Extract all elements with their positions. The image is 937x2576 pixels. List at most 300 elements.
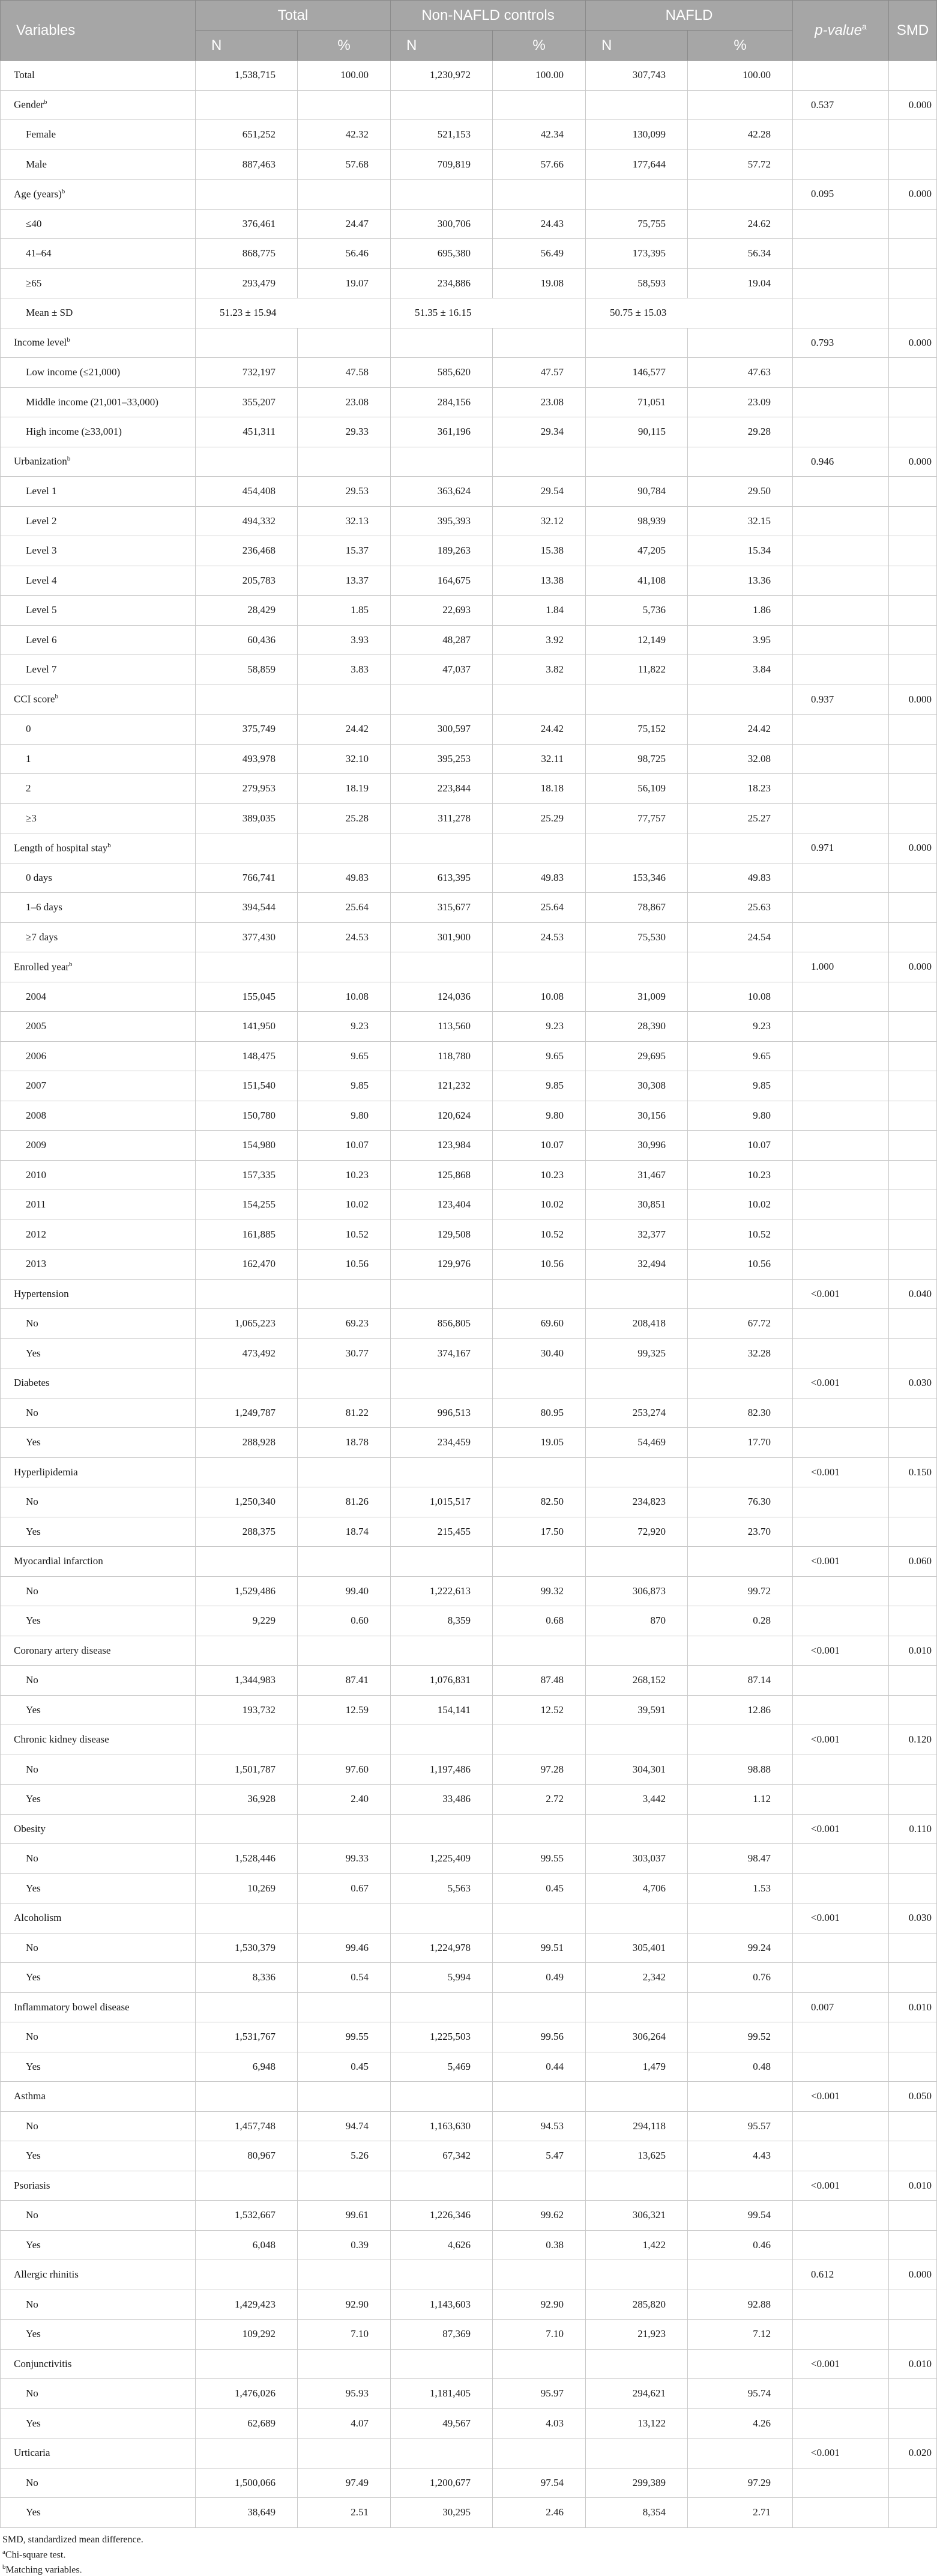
table-row bbox=[1, 893, 937, 923]
count-cell: 77,757 bbox=[586, 803, 688, 833]
smd-cell bbox=[889, 1012, 937, 1042]
table-row bbox=[1, 1606, 937, 1636]
percent-cell: 13.37 bbox=[298, 566, 391, 596]
empty-cell bbox=[493, 1636, 586, 1666]
table-row bbox=[1, 180, 937, 210]
header-pvalue: p-value$^a$ bbox=[793, 1, 889, 61]
count-cell: 732,197 bbox=[196, 358, 298, 388]
percent-cell: 97.54 bbox=[493, 2468, 586, 2498]
percent-cell: 29.28 bbox=[688, 417, 793, 447]
count-cell: 129,976 bbox=[391, 1250, 493, 1280]
percent-cell: 4.07 bbox=[298, 2408, 391, 2438]
smd-cell bbox=[889, 1517, 937, 1547]
row-label: Level 4 bbox=[1, 566, 196, 596]
count-cell: 376,461 bbox=[196, 209, 298, 239]
table-row bbox=[1, 1844, 937, 1874]
smd-cell: 0.010 bbox=[889, 1636, 937, 1666]
smd-cell bbox=[889, 477, 937, 507]
smd-cell bbox=[889, 1487, 937, 1517]
count-cell: 30,851 bbox=[586, 1190, 688, 1220]
table-row bbox=[1, 2052, 937, 2082]
table-row bbox=[1, 1636, 937, 1666]
count-cell: 4,626 bbox=[391, 2230, 493, 2260]
row-label: Total bbox=[1, 61, 196, 91]
count-cell: 90,115 bbox=[586, 417, 688, 447]
row-label: Yes bbox=[1, 2320, 196, 2350]
p-value-cell: <0.001 bbox=[793, 1903, 889, 1934]
row-label: Coronary artery disease bbox=[1, 1636, 196, 1666]
p-value-cell: <0.001 bbox=[793, 2349, 889, 2379]
row-label: Yes bbox=[1, 1873, 196, 1903]
count-cell: 48,287 bbox=[391, 625, 493, 655]
empty-cell bbox=[586, 2171, 688, 2201]
empty-cell bbox=[391, 1814, 493, 1844]
p-value-cell: 0.937 bbox=[793, 685, 889, 715]
percent-cell: 95.93 bbox=[298, 2379, 391, 2409]
smd-cell bbox=[889, 387, 937, 417]
p-value-cell: <0.001 bbox=[793, 1636, 889, 1666]
p-value-cell bbox=[793, 358, 889, 388]
count-cell: 1,344,983 bbox=[196, 1666, 298, 1696]
table-row bbox=[1, 61, 937, 91]
count-cell: 87,369 bbox=[391, 2320, 493, 2350]
percent-cell: 15.38 bbox=[493, 536, 586, 566]
table-row bbox=[1, 1785, 937, 1815]
table-row bbox=[1, 358, 937, 388]
p-value-cell bbox=[793, 536, 889, 566]
percent-cell: 13.36 bbox=[688, 566, 793, 596]
smd-cell bbox=[889, 2052, 937, 2082]
p-value-cell: 0.971 bbox=[793, 833, 889, 863]
percent-cell: 25.29 bbox=[493, 803, 586, 833]
smd-cell bbox=[889, 744, 937, 774]
row-label: Length of hospital stay$^b$ bbox=[1, 833, 196, 863]
count-cell: 75,530 bbox=[586, 922, 688, 952]
smd-cell bbox=[889, 2290, 937, 2320]
percent-cell: 10.07 bbox=[298, 1131, 391, 1161]
empty-cell bbox=[391, 2260, 493, 2290]
row-label: Male bbox=[1, 150, 196, 180]
empty-cell bbox=[196, 2171, 298, 2201]
count-cell: 306,873 bbox=[586, 1576, 688, 1606]
empty-cell bbox=[196, 1547, 298, 1577]
count-cell: 153,346 bbox=[586, 863, 688, 893]
count-cell: 300,597 bbox=[391, 715, 493, 745]
count-cell: 253,274 bbox=[586, 1398, 688, 1428]
empty-cell bbox=[391, 180, 493, 210]
percent-cell: 18.23 bbox=[688, 774, 793, 804]
count-cell: 121,232 bbox=[391, 1071, 493, 1101]
empty-cell bbox=[391, 1279, 493, 1309]
percent-cell: 9.80 bbox=[688, 1101, 793, 1131]
percent-cell: 99.55 bbox=[298, 2022, 391, 2052]
empty-cell bbox=[493, 180, 586, 210]
empty-cell bbox=[493, 90, 586, 120]
smd-cell bbox=[889, 1190, 937, 1220]
table-row bbox=[1, 715, 937, 745]
count-cell: 1,250,340 bbox=[196, 1487, 298, 1517]
table-row bbox=[1, 2111, 937, 2141]
p-value-cell bbox=[793, 2290, 889, 2320]
count-cell: 1,225,409 bbox=[391, 1844, 493, 1874]
smd-cell bbox=[889, 1398, 937, 1428]
percent-cell: 15.34 bbox=[688, 536, 793, 566]
table-row bbox=[1, 1814, 937, 1844]
count-cell: 1,457,748 bbox=[196, 2111, 298, 2141]
percent-cell: 32.11 bbox=[493, 744, 586, 774]
empty-cell bbox=[688, 2349, 793, 2379]
empty-cell bbox=[586, 1279, 688, 1309]
percent-cell: 18.78 bbox=[298, 1428, 391, 1458]
p-value-cell bbox=[793, 1785, 889, 1815]
count-cell: 56,109 bbox=[586, 774, 688, 804]
table-row bbox=[1, 1547, 937, 1577]
count-cell: 695,380 bbox=[391, 239, 493, 269]
percent-cell: 0.45 bbox=[493, 1873, 586, 1903]
percent-cell: 87.14 bbox=[688, 1666, 793, 1696]
empty-cell bbox=[889, 298, 937, 328]
count-cell: 301,900 bbox=[391, 922, 493, 952]
p-value-cell bbox=[793, 506, 889, 536]
percent-cell: 97.29 bbox=[688, 2468, 793, 2498]
percent-cell: 0.54 bbox=[298, 1963, 391, 1993]
p-value-cell bbox=[793, 1220, 889, 1250]
smd-cell bbox=[889, 1933, 937, 1963]
count-cell: 1,429,423 bbox=[196, 2290, 298, 2320]
count-cell: 355,207 bbox=[196, 387, 298, 417]
percent-cell: 0.45 bbox=[298, 2052, 391, 2082]
p-value-cell bbox=[793, 209, 889, 239]
percent-cell: 29.53 bbox=[298, 477, 391, 507]
smd-cell bbox=[889, 1785, 937, 1815]
percent-cell: 99.32 bbox=[493, 1576, 586, 1606]
count-cell: 377,430 bbox=[196, 922, 298, 952]
count-cell: 99,325 bbox=[586, 1338, 688, 1368]
row-label: Myocardial infarction bbox=[1, 1547, 196, 1577]
footnote-a: $^a$Chi-square test. bbox=[2, 2546, 876, 2561]
empty-cell bbox=[391, 1725, 493, 1755]
percent-cell: 81.26 bbox=[298, 1487, 391, 1517]
smd-cell bbox=[889, 1338, 937, 1368]
table-row bbox=[1, 506, 937, 536]
count-cell: 30,996 bbox=[586, 1131, 688, 1161]
empty-cell bbox=[391, 685, 493, 715]
count-cell: 113,560 bbox=[391, 1012, 493, 1042]
p-value-cell bbox=[793, 387, 889, 417]
count-cell: 22,693 bbox=[391, 596, 493, 626]
p-value-cell bbox=[793, 893, 889, 923]
count-cell: 493,978 bbox=[196, 744, 298, 774]
count-cell: 129,508 bbox=[391, 1220, 493, 1250]
p-value-cell bbox=[793, 1933, 889, 1963]
empty-cell bbox=[391, 1457, 493, 1487]
table-row bbox=[1, 1309, 937, 1339]
table-row bbox=[1, 1279, 937, 1309]
empty-cell bbox=[391, 2171, 493, 2201]
percent-cell: 10.52 bbox=[493, 1220, 586, 1250]
percent-cell: 49.83 bbox=[688, 863, 793, 893]
empty-cell bbox=[688, 952, 793, 982]
percent-cell: 99.33 bbox=[298, 1844, 391, 1874]
row-label: ≤40 bbox=[1, 209, 196, 239]
empty-cell bbox=[196, 1636, 298, 1666]
table-row bbox=[1, 1695, 937, 1725]
p-value-cell: <0.001 bbox=[793, 1725, 889, 1755]
percent-cell: 9.85 bbox=[493, 1071, 586, 1101]
percent-cell: 82.30 bbox=[688, 1398, 793, 1428]
row-label: ≥65 bbox=[1, 268, 196, 298]
empty-cell bbox=[298, 2171, 391, 2201]
count-cell: 12,149 bbox=[586, 625, 688, 655]
count-cell: 315,677 bbox=[391, 893, 493, 923]
percent-cell: 10.23 bbox=[688, 1160, 793, 1190]
count-cell: 47,205 bbox=[586, 536, 688, 566]
row-label: Inflammatory bowel disease bbox=[1, 1992, 196, 2022]
percent-cell: 97.60 bbox=[298, 1755, 391, 1785]
count-cell: 363,624 bbox=[391, 477, 493, 507]
percent-cell: 24.43 bbox=[493, 209, 586, 239]
percent-cell: 10.52 bbox=[298, 1220, 391, 1250]
count-cell: 125,868 bbox=[391, 1160, 493, 1190]
count-cell: 90,784 bbox=[586, 477, 688, 507]
smd-cell: 0.030 bbox=[889, 1368, 937, 1398]
count-cell: 1,529,486 bbox=[196, 1576, 298, 1606]
percent-cell: 10.23 bbox=[493, 1160, 586, 1190]
count-cell: 451,311 bbox=[196, 417, 298, 447]
empty-cell bbox=[298, 328, 391, 358]
percent-cell: 4.03 bbox=[493, 2408, 586, 2438]
p-value-cell: <0.001 bbox=[793, 1547, 889, 1577]
empty-cell bbox=[196, 180, 298, 210]
empty-cell bbox=[586, 180, 688, 210]
p-value-cell bbox=[793, 268, 889, 298]
percent-cell: 24.42 bbox=[688, 715, 793, 745]
count-cell: 123,984 bbox=[391, 1131, 493, 1161]
count-cell: 1,479 bbox=[586, 2052, 688, 2082]
smd-cell: 0.030 bbox=[889, 1903, 937, 1934]
table-row bbox=[1, 1101, 937, 1131]
count-cell: 8,336 bbox=[196, 1963, 298, 1993]
p-value-cell bbox=[793, 239, 889, 269]
header-variables: Variables bbox=[1, 1, 196, 61]
empty-cell bbox=[493, 833, 586, 863]
p-value-cell bbox=[793, 1487, 889, 1517]
empty-cell bbox=[298, 1368, 391, 1398]
percent-cell: 99.72 bbox=[688, 1576, 793, 1606]
row-label: 2008 bbox=[1, 1101, 196, 1131]
percent-cell: 10.07 bbox=[688, 1131, 793, 1161]
empty-cell bbox=[298, 180, 391, 210]
header-controls-n: N bbox=[391, 31, 493, 61]
percent-cell: 3.92 bbox=[493, 625, 586, 655]
p-value-cell: <0.001 bbox=[793, 1368, 889, 1398]
percent-cell: 1.12 bbox=[688, 1785, 793, 1815]
row-label: 2007 bbox=[1, 1071, 196, 1101]
count-cell: 1,226,346 bbox=[391, 2201, 493, 2231]
row-label: Allergic rhinitis bbox=[1, 2260, 196, 2290]
empty-cell bbox=[298, 1636, 391, 1666]
empty-cell bbox=[586, 1992, 688, 2022]
smd-cell: 0.020 bbox=[889, 2438, 937, 2469]
percent-cell: 99.54 bbox=[688, 2201, 793, 2231]
percent-cell: 29.50 bbox=[688, 477, 793, 507]
percent-cell: 9.65 bbox=[688, 1041, 793, 1071]
count-cell: 279,953 bbox=[196, 774, 298, 804]
percent-cell: 42.32 bbox=[298, 120, 391, 150]
percent-cell: 24.54 bbox=[688, 922, 793, 952]
percent-cell: 97.49 bbox=[298, 2468, 391, 2498]
table-row bbox=[1, 2349, 937, 2379]
percent-cell: 12.86 bbox=[688, 1695, 793, 1725]
percent-cell: 49.83 bbox=[298, 863, 391, 893]
row-label: Yes bbox=[1, 2141, 196, 2171]
count-cell: 1,143,603 bbox=[391, 2290, 493, 2320]
count-cell: 164,675 bbox=[391, 566, 493, 596]
empty-cell bbox=[493, 447, 586, 477]
empty-cell bbox=[586, 1457, 688, 1487]
empty-cell bbox=[493, 2260, 586, 2290]
count-cell: 157,335 bbox=[196, 1160, 298, 1190]
count-cell: 36,928 bbox=[196, 1785, 298, 1815]
table-row bbox=[1, 1428, 937, 1458]
p-value-cell: 0.612 bbox=[793, 2260, 889, 2290]
row-label: 2004 bbox=[1, 982, 196, 1012]
row-label: Asthma bbox=[1, 2082, 196, 2112]
count-cell: 395,393 bbox=[391, 506, 493, 536]
table-row bbox=[1, 1666, 937, 1696]
row-label: Middle income (21,001–33,000) bbox=[1, 387, 196, 417]
empty-cell bbox=[688, 2082, 793, 2112]
p-value-cell bbox=[793, 1041, 889, 1071]
percent-cell: 92.90 bbox=[298, 2290, 391, 2320]
percent-cell: 42.34 bbox=[493, 120, 586, 150]
empty-cell bbox=[688, 1636, 793, 1666]
smd-cell bbox=[889, 1844, 937, 1874]
empty-cell bbox=[196, 2082, 298, 2112]
p-value-cell: 0.793 bbox=[793, 328, 889, 358]
count-cell: 868,775 bbox=[196, 239, 298, 269]
percent-cell: 92.90 bbox=[493, 2290, 586, 2320]
mean-sd-cell: 51.35 ± 16.15 bbox=[391, 298, 586, 328]
percent-cell: 10.02 bbox=[688, 1190, 793, 1220]
smd-cell bbox=[889, 1160, 937, 1190]
count-cell: 148,475 bbox=[196, 1041, 298, 1071]
empty-cell bbox=[688, 90, 793, 120]
table-row bbox=[1, 239, 937, 269]
table-row bbox=[1, 1071, 937, 1101]
smd-cell bbox=[889, 655, 937, 685]
footnote-smd: SMD, standardized mean difference. bbox=[2, 2534, 876, 2546]
empty-cell bbox=[688, 1814, 793, 1844]
smd-cell bbox=[889, 2408, 937, 2438]
table-row bbox=[1, 774, 937, 804]
count-cell: 1,224,978 bbox=[391, 1933, 493, 1963]
percent-cell: 12.59 bbox=[298, 1695, 391, 1725]
percent-cell: 32.10 bbox=[298, 744, 391, 774]
p-value-cell bbox=[793, 1695, 889, 1725]
percent-cell: 29.54 bbox=[493, 477, 586, 507]
count-cell: 374,167 bbox=[391, 1338, 493, 1368]
row-label: Psoriasis bbox=[1, 2171, 196, 2201]
empty-cell bbox=[688, 328, 793, 358]
percent-cell: 47.57 bbox=[493, 358, 586, 388]
empty-cell bbox=[196, 2260, 298, 2290]
header-total-pct: % bbox=[298, 31, 391, 61]
empty-cell bbox=[493, 1457, 586, 1487]
row-label: 2012 bbox=[1, 1220, 196, 1250]
percent-cell: 100.00 bbox=[298, 61, 391, 91]
row-label: ≥7 days bbox=[1, 922, 196, 952]
percent-cell: 99.24 bbox=[688, 1933, 793, 1963]
percent-cell: 25.27 bbox=[688, 803, 793, 833]
empty-cell bbox=[196, 328, 298, 358]
percent-cell: 23.70 bbox=[688, 1517, 793, 1547]
percent-cell: 94.53 bbox=[493, 2111, 586, 2141]
count-cell: 78,867 bbox=[586, 893, 688, 923]
percent-cell: 3.95 bbox=[688, 625, 793, 655]
header-nafld: NAFLD bbox=[586, 1, 793, 31]
percent-cell: 9.23 bbox=[298, 1012, 391, 1042]
percent-cell: 10.08 bbox=[298, 982, 391, 1012]
count-cell: 146,577 bbox=[586, 358, 688, 388]
table-row bbox=[1, 1250, 937, 1280]
percent-cell: 87.41 bbox=[298, 1666, 391, 1696]
count-cell: 294,118 bbox=[586, 2111, 688, 2141]
p-value-cell bbox=[793, 2052, 889, 2082]
percent-cell: 81.22 bbox=[298, 1398, 391, 1428]
smd-cell bbox=[889, 2498, 937, 2528]
empty-cell bbox=[586, 2438, 688, 2469]
row-label: No bbox=[1, 2379, 196, 2409]
count-cell: 32,377 bbox=[586, 1220, 688, 1250]
p-value-cell bbox=[793, 774, 889, 804]
count-cell: 6,948 bbox=[196, 2052, 298, 2082]
empty-cell bbox=[391, 2438, 493, 2469]
table-row bbox=[1, 536, 937, 566]
empty-cell bbox=[391, 90, 493, 120]
count-cell: 1,528,446 bbox=[196, 1844, 298, 1874]
count-cell: 205,783 bbox=[196, 566, 298, 596]
percent-cell: 23.09 bbox=[688, 387, 793, 417]
empty-cell bbox=[688, 2438, 793, 2469]
p-value-cell: 1.000 bbox=[793, 952, 889, 982]
count-cell: 284,156 bbox=[391, 387, 493, 417]
row-label: Level 7 bbox=[1, 655, 196, 685]
count-cell: 268,152 bbox=[586, 1666, 688, 1696]
empty-cell bbox=[586, 833, 688, 863]
row-label: No bbox=[1, 1576, 196, 1606]
count-cell: 11,822 bbox=[586, 655, 688, 685]
empty-cell bbox=[493, 2171, 586, 2201]
table-row bbox=[1, 1963, 937, 1993]
percent-cell: 69.60 bbox=[493, 1309, 586, 1339]
row-label: No bbox=[1, 1933, 196, 1963]
count-cell: 9,229 bbox=[196, 1606, 298, 1636]
row-label: No bbox=[1, 2201, 196, 2231]
smd-cell bbox=[889, 1041, 937, 1071]
empty-cell bbox=[298, 2349, 391, 2379]
empty-cell bbox=[391, 952, 493, 982]
smd-cell bbox=[889, 417, 937, 447]
table-row bbox=[1, 685, 937, 715]
row-label: Yes bbox=[1, 1428, 196, 1458]
count-cell: 67,342 bbox=[391, 2141, 493, 2171]
count-cell: 109,292 bbox=[196, 2320, 298, 2350]
percent-cell: 10.23 bbox=[298, 1160, 391, 1190]
table-row bbox=[1, 2379, 937, 2409]
table-row bbox=[1, 1873, 937, 1903]
p-value-cell bbox=[793, 1309, 889, 1339]
